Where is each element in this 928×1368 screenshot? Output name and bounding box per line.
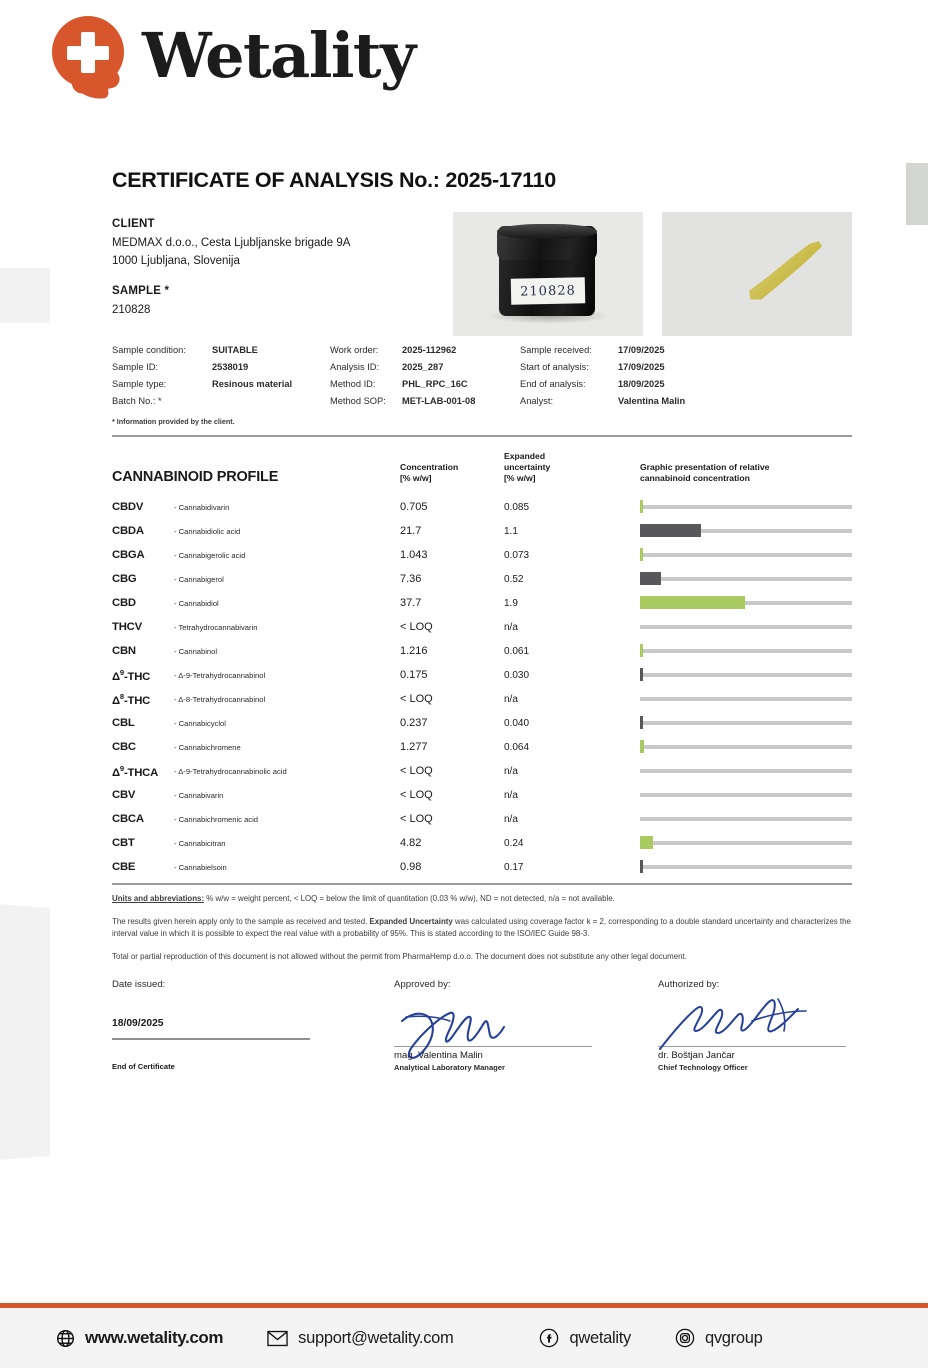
- concentration-bar: [640, 711, 852, 735]
- table-row: [112, 639, 852, 663]
- detail-value: PHL_RPC_16C: [402, 379, 468, 390]
- uncertainty-value: n/a: [504, 765, 518, 777]
- cannabinoid-name: - Cannabigerolic acid: [174, 550, 246, 560]
- authorized-by-block: [658, 979, 852, 1073]
- uncertainty-value: 0.24: [504, 837, 524, 849]
- concentration-value: 21.7: [400, 525, 422, 538]
- cannabinoid-abbr: CBE: [112, 861, 136, 874]
- detail-label: Sample condition:: [112, 345, 186, 356]
- approved-by-name: mag. Valentina Malin: [394, 1050, 483, 1062]
- detail-label: Sample ID:: [112, 362, 158, 373]
- detail-value: 17/09/2025: [618, 362, 665, 373]
- bar-track: [640, 673, 852, 677]
- cannabinoid-name: - Cannabigerol: [174, 574, 224, 584]
- detail-label: Sample received:: [520, 345, 592, 356]
- bar-fill: [640, 524, 701, 537]
- cannabinoid-abbr: CBDV: [112, 501, 144, 514]
- approved-by-block: [394, 979, 658, 1073]
- table-row: [112, 855, 852, 879]
- bar-track: [640, 745, 852, 749]
- table-row: [112, 711, 852, 735]
- cannabinoid-name: - Δ-9-Tetrahydrocannabinol: [174, 670, 266, 680]
- bar-fill: [640, 572, 661, 585]
- concentration-value: < LOQ: [400, 693, 433, 706]
- units-note: Units and abbreviations: % w/w = weight percent, < LOQ = below the limit of quantitation (0.03 % w/w), ND = not detected, n/a = not available.: [112, 894, 615, 904]
- concentration-value: 0.175: [400, 669, 428, 682]
- concentration-value: < LOQ: [400, 621, 433, 634]
- bar-fill: [640, 740, 644, 753]
- footer-email-link[interactable]: [267, 1329, 453, 1348]
- brand-name: Wetality: [142, 19, 415, 92]
- detail-label: Method ID:: [330, 379, 376, 390]
- column-header-graph: Graphic presentation of relative cannabinoid concentration: [640, 462, 770, 484]
- bar-track: [640, 721, 852, 725]
- bar-track: [640, 793, 852, 797]
- concentration-value: < LOQ: [400, 765, 433, 778]
- detail-label: Start of analysis:: [520, 362, 589, 373]
- date-issued-label: Date issued:: [112, 978, 166, 990]
- table-row: [112, 831, 852, 855]
- decorative-shape-right: [906, 163, 928, 225]
- approved-by-label: Approved by:: [394, 978, 451, 990]
- concentration-bar: [640, 807, 852, 831]
- concentration-bar: [640, 687, 852, 711]
- end-of-certificate: End of Certificate: [112, 1061, 175, 1071]
- cannabinoid-name: - Cannabicitran: [174, 838, 226, 848]
- page-footer: [0, 1308, 928, 1368]
- concentration-value: 0.237: [400, 717, 428, 730]
- detail-value: 18/09/2025: [618, 379, 665, 390]
- cannabinoid-abbr: CBN: [112, 645, 136, 658]
- cross-in-circle-logo-icon: [52, 16, 126, 102]
- jar-label-text: 210828: [511, 277, 586, 305]
- cannabinoid-rows: [112, 495, 852, 879]
- cannabinoid-name: - Cannabidiolic acid: [174, 526, 241, 536]
- authorized-signature-line: [658, 1046, 846, 1048]
- globe-icon: [56, 1329, 75, 1348]
- concentration-value: < LOQ: [400, 813, 433, 826]
- cannabinoid-abbr: CBGA: [112, 549, 145, 562]
- bar-track: [640, 865, 852, 869]
- uncertainty-value: n/a: [504, 693, 518, 705]
- bar-fill: [640, 668, 643, 681]
- cannabinoid-name: - Cannabichromenic acid: [174, 814, 258, 824]
- bar-track: [640, 649, 852, 653]
- jar-photo: [453, 212, 643, 336]
- detail-label: Batch No.: *: [112, 396, 162, 407]
- uncertainty-value: 1.9: [504, 597, 518, 609]
- uncertainty-value: n/a: [504, 621, 518, 633]
- table-row: [112, 663, 852, 687]
- detail-label: Work order:: [330, 345, 379, 356]
- brand-logo: [52, 16, 415, 102]
- uncertainty-value: 0.52: [504, 573, 524, 585]
- table-row: [112, 495, 852, 519]
- detail-label: Sample type:: [112, 379, 167, 390]
- authorized-by-name: dr. Boštjan Jančar: [658, 1050, 735, 1062]
- uncertainty-value: 1.1: [504, 525, 518, 537]
- sample-value: 210828: [112, 303, 151, 316]
- cannabinoid-abbr: THCV: [112, 621, 142, 634]
- date-issued-block: [112, 979, 394, 1073]
- footer-website-text: www.wetality.com: [85, 1328, 224, 1347]
- concentration-bar: [640, 495, 852, 519]
- table-row: [112, 783, 852, 807]
- approved-by-role: Analytical Laboratory Manager: [394, 1063, 505, 1073]
- detail-value: MET-LAB-001-08: [402, 396, 476, 407]
- concentration-bar: [640, 855, 852, 879]
- table-row: [112, 615, 852, 639]
- cannabinoid-name: - Cannabidivarin: [174, 502, 230, 512]
- concentration-bar: [640, 519, 852, 543]
- date-issued-value: 18/09/2025: [112, 1017, 164, 1029]
- envelope-icon: [267, 1330, 288, 1347]
- table-row: [112, 567, 852, 591]
- concentration-value: 0.98: [400, 861, 422, 874]
- decorative-shape-top-left: [0, 268, 50, 323]
- concentration-bar: [640, 759, 852, 783]
- authorized-by-role: Chief Technology Officer: [658, 1063, 748, 1073]
- bar-fill: [640, 836, 653, 849]
- bar-track: [640, 505, 852, 509]
- cannabinoid-abbr: CBC: [112, 741, 136, 754]
- concentration-bar: [640, 735, 852, 759]
- bar-track: [640, 577, 852, 581]
- concentration-bar: [640, 831, 852, 855]
- concentration-bar: [640, 567, 852, 591]
- uncertainty-note: The results given herein apply only to the sample as received and tested. Expanded Uncertainty was calculated using coverage factor k = 2, corresponding to a double standard uncertainty and characterizes the interval value in which it is possible to expect the real value with a probability of 95%. This is stated according to the ISO/IEC Guide 98-3.: [112, 916, 851, 938]
- reproduction-note: Total or partial reproduction of this document is not allowed without the permit from PharmaHemp d.o.o. The document does not substitute any other legal document.: [112, 951, 687, 961]
- signature-section: [112, 979, 852, 1073]
- bar-fill: [640, 860, 643, 873]
- footnotes: [112, 893, 852, 962]
- concentration-value: 4.82: [400, 837, 422, 850]
- certificate-document: [112, 168, 852, 1072]
- bar-fill: [640, 644, 643, 657]
- cannabinoid-name: - Cannabivarin: [174, 790, 224, 800]
- cannabinoid-name: - Δ-9-Tetrahydrocannabinolic acid: [174, 766, 287, 776]
- cannabinoid-name: - Cannabielsoin: [174, 862, 227, 872]
- cannabinoid-name: - Δ-8-Tetrahydrocannabinol: [174, 694, 266, 704]
- footer-email-text: support@wetality.com: [298, 1328, 454, 1347]
- concentration-value: 0.705: [400, 501, 428, 514]
- detail-value: [212, 396, 330, 408]
- cannabinoid-abbr: $\Delta^9$-THC: [112, 667, 151, 683]
- cannabinoid-name: - Cannabidiol: [174, 598, 219, 608]
- cannabinoid-table-header: [112, 437, 852, 485]
- signature-authorized-icon: [656, 987, 836, 1059]
- uncertainty-value: 0.085: [504, 501, 530, 513]
- column-header-concentration: Concentration [% w/w]: [400, 462, 459, 484]
- bar-fill: [640, 596, 745, 609]
- sample-details-grid: [112, 345, 852, 408]
- uncertainty-value: 0.073: [504, 549, 530, 561]
- cannabinoid-name: - Cannabichromene: [174, 742, 241, 752]
- bar-track: [640, 553, 852, 557]
- uncertainty-value: 0.061: [504, 645, 530, 657]
- footer-facebook-text: qwetality: [569, 1328, 631, 1347]
- detail-value: SUITABLE: [212, 345, 258, 356]
- concentration-bar: [640, 783, 852, 807]
- detail-value: 2025-112962: [402, 345, 457, 356]
- cannabinoid-abbr: $\Delta^8$-THC: [112, 691, 151, 707]
- cannabinoid-abbr: CBDA: [112, 525, 144, 538]
- decorative-shape-bottom-left: [0, 903, 50, 1161]
- footer-instagram-text: qvgroup: [704, 1328, 763, 1347]
- table-row: [112, 687, 852, 711]
- footer-instagram-link[interactable]: [675, 1328, 763, 1348]
- uncertainty-value: n/a: [504, 813, 518, 825]
- uncertainty-value: 0.040: [504, 717, 530, 729]
- client-heading: CLIENT: [112, 218, 155, 230]
- sample-heading: SAMPLE *: [112, 284, 170, 297]
- cannabinoid-abbr: CBT: [112, 837, 135, 850]
- table-row: [112, 735, 852, 759]
- concentration-bar: [640, 663, 852, 687]
- footer-facebook-link[interactable]: [539, 1328, 631, 1348]
- instagram-icon: [675, 1328, 695, 1348]
- bar-track: [640, 841, 852, 845]
- uncertainty-value: n/a: [504, 789, 518, 801]
- cannabinoid-abbr: CBCA: [112, 813, 144, 826]
- client-address-line2: 1000 Ljubljana, Slovenija: [112, 255, 240, 268]
- cannabinoid-name: - Cannabinol: [174, 646, 218, 656]
- detail-label: Method SOP:: [330, 396, 386, 407]
- concentration-value: 37.7: [400, 597, 422, 610]
- facebook-icon: [539, 1328, 559, 1348]
- sample-photos: [453, 212, 852, 336]
- table-row: [112, 807, 852, 831]
- table-row: [112, 591, 852, 615]
- detail-value: 2538019: [212, 362, 249, 373]
- footer-website-link[interactable]: [56, 1328, 223, 1348]
- uncertainty-value: 0.030: [504, 669, 530, 681]
- approved-signature-line: [394, 1046, 592, 1048]
- cannabinoid-abbr: $\Delta^9$-THCA: [112, 763, 159, 779]
- cannabinoid-abbr: CBL: [112, 717, 135, 730]
- concentration-value: 1.216: [400, 645, 428, 658]
- uncertainty-value: 0.064: [504, 741, 530, 753]
- detail-value: 17/09/2025: [618, 345, 665, 356]
- cannabinoid-name: - Cannabicyclol: [174, 718, 226, 728]
- concentration-bar: [640, 615, 852, 639]
- table-row: [112, 759, 852, 783]
- bar-fill: [640, 500, 643, 513]
- detail-value: Valentina Malin: [618, 396, 686, 407]
- client-info-footnote: * Information provided by the client.: [112, 417, 235, 427]
- cannabinoid-name: - Tetrahydrocannabivarin: [174, 622, 258, 632]
- concentration-value: 1.277: [400, 741, 428, 754]
- table-row: [112, 519, 852, 543]
- bar-fill: [640, 716, 643, 729]
- table-title: CANNABINOID PROFILE: [112, 469, 279, 486]
- concentration-bar: [640, 591, 852, 615]
- cannabinoid-abbr: CBG: [112, 573, 137, 586]
- resin-photo: [662, 212, 852, 336]
- detail-label: Analysis ID:: [330, 362, 380, 373]
- concentration-value: 1.043: [400, 549, 428, 562]
- bar-track: [640, 769, 852, 773]
- table-row: [112, 543, 852, 567]
- detail-label: Analyst:: [520, 396, 554, 407]
- bar-fill: [640, 548, 643, 561]
- detail-label: End of analysis:: [520, 379, 586, 390]
- concentration-value: 7.36: [400, 573, 422, 586]
- cannabinoid-abbr: CBD: [112, 597, 136, 610]
- date-line: [112, 1038, 310, 1040]
- table-bottom-divider: [112, 883, 852, 885]
- detail-value: 2025_287: [402, 362, 444, 373]
- concentration-bar: [640, 639, 852, 663]
- concentration-value: < LOQ: [400, 789, 433, 802]
- authorized-by-label: Authorized by:: [658, 978, 720, 990]
- detail-value: Resinous material: [212, 379, 293, 390]
- client-address-line1: MEDMAX d.o.o., Cesta Ljubljanske brigade 9A: [112, 236, 351, 249]
- uncertainty-value: 0.17: [504, 861, 524, 873]
- bar-track: [640, 625, 852, 629]
- concentration-bar: [640, 543, 852, 567]
- bar-track: [640, 697, 852, 701]
- page-title: CERTIFICATE OF ANALYSIS No.: 2025-17110: [112, 168, 556, 192]
- cannabinoid-abbr: CBV: [112, 789, 136, 802]
- column-header-uncertainty: Expanded uncertainty [% w/w]: [504, 451, 551, 484]
- bar-track: [640, 817, 852, 821]
